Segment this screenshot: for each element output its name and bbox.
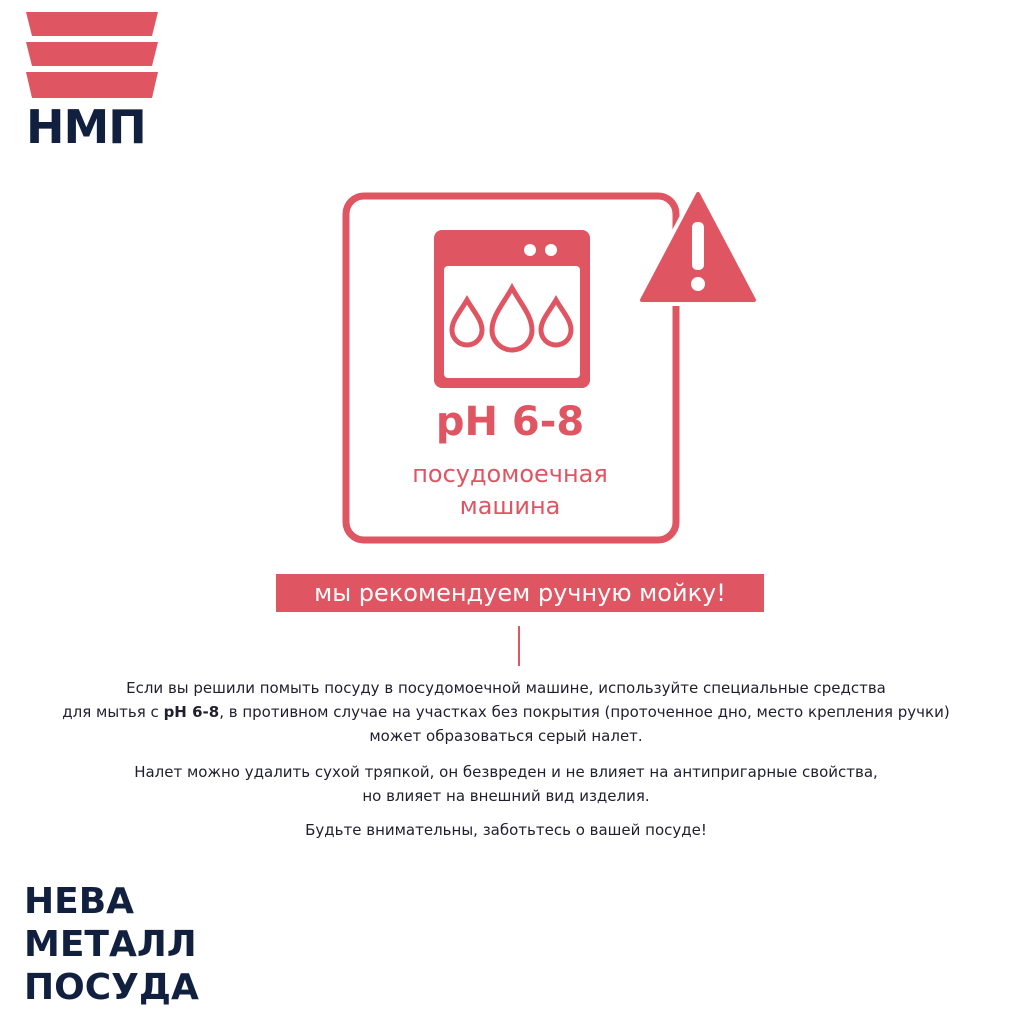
paragraph-3 <box>30 818 982 842</box>
paragraph-1 <box>30 676 982 748</box>
dishwasher-subtitle <box>345 458 675 522</box>
subtitle-line-1: посудомоечная <box>412 460 608 488</box>
p1-ph-bold: pH 6-8 <box>163 703 220 721</box>
p2-line-1: Налет можно удалить сухой тряпкой, он безвреден и не влияет на антипригарные свойства, <box>134 763 878 781</box>
p3-line-1: Будьте внимательны, заботьтесь о вашей посуде! <box>305 821 707 839</box>
brand-name <box>24 880 199 1009</box>
connector-line <box>518 626 520 666</box>
p1-line-3: может образоваться серый налет. <box>369 727 643 745</box>
recommendation-banner: мы рекомендуем ручную мойку! <box>276 574 764 612</box>
logo-text: НМП <box>26 100 146 154</box>
p1-line-2-post: , в противном случае на участках без покрытия (проточенное дно, место крепления ручки) <box>219 703 950 721</box>
brand-line-2: МЕТАЛЛ <box>24 924 197 965</box>
p2-line-2: но влияет на внешний вид изделия. <box>362 787 650 805</box>
logo-stripes-icon <box>26 12 158 102</box>
subtitle-line-2: машина <box>459 492 561 520</box>
ph-label: pH 6-8 <box>435 399 585 445</box>
p1-line-1: Если вы решили помыть посуду в посудомоечной машине, используйте специальные средства <box>126 679 886 697</box>
p1-line-2 <box>30 700 982 724</box>
brand-line-3: ПОСУДА <box>24 967 199 1008</box>
p1-line-2-pre: для мытья с <box>62 703 164 721</box>
dishwasher-icon <box>434 230 590 388</box>
paragraph-2 <box>30 760 982 808</box>
brand-line-1: НЕВА <box>24 881 135 922</box>
